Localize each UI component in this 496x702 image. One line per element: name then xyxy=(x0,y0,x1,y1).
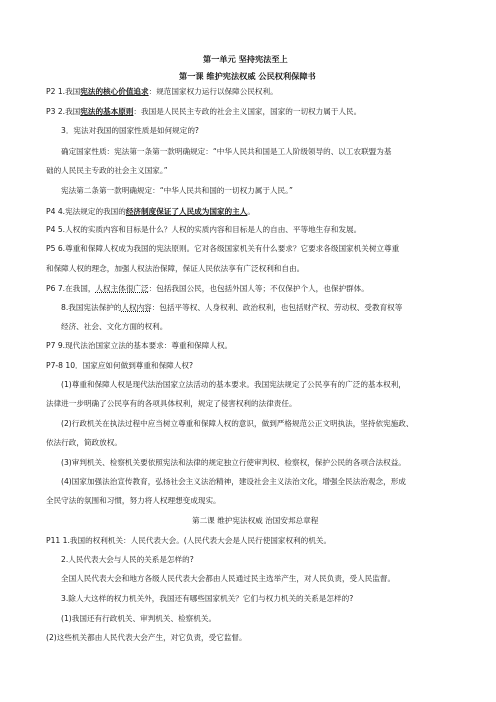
paragraph-line: (3)审判机关、检察机关要依照宪法和法律的规定独立行使审判权、检察权，保护公民的各项合法权益。 xyxy=(61,458,406,467)
question-line: 3.除人大这样的权力机关外，我国还有哪些国家机关？它们与权力机关的关系是怎样的? xyxy=(61,594,354,603)
paragraph-line: (4)国家加强法治宣传教育，弘扬社会主义法治精神，建设社会主义法治文化，增强全民法治观念，形成 xyxy=(61,477,406,486)
paragraph-line: (1)我国还有行政机关、审判机关、检察机关。 xyxy=(61,614,217,623)
paragraph-line: 确定国家性质：宪法第一条第一款明确规定：“中华人民共和国是工人阶级领导的、以工农联盟为基 xyxy=(61,147,392,156)
paragraph-line: (2)行政机关在执法过程中应当树立尊重和保障人权的意识，做到严格规范公正文明执法，坚持依宪施政、 xyxy=(61,419,414,428)
unit-title: 第一单元 坚持宪法至上 xyxy=(203,54,288,64)
key-term: 人权内容 xyxy=(121,303,152,312)
lesson-1-title: 第一课 维护宪法权威 公民权利保障书 xyxy=(179,71,316,81)
paragraph-line: 全民守法的氛围和习惯，努力将人权理想变成现实。 xyxy=(46,496,221,505)
paragraph-line: 8.我国宪法保护的人权内容：包括平等权、人身权利、政治权利，也包括财产权、劳动权、受教育权等 xyxy=(61,303,403,312)
key-term: 人权主体很广泛 xyxy=(95,284,149,293)
paragraph-line: P4 5.人权的实质内容和目标是什么？人权的实质内容和目标是人的自由、平等地生存和发展。 xyxy=(46,225,362,234)
paragraph-line: 和保障人权的理念，加强人权法治保障，保证人民依法享有广泛权利和自由。 xyxy=(46,264,305,273)
key-term: 宪法的核心价值追求 xyxy=(80,87,149,96)
paragraph-line: 法律进一步明确了公民享有的各项具体权利，规定了侵害权利的法律责任。 xyxy=(46,399,297,408)
key-term: 宪法的基本原则 xyxy=(80,107,134,116)
paragraph-line: P4 4.宪法规定的我国的经济制度保证了人民成为国家的主人。 xyxy=(46,207,255,216)
paragraph-line: 全国人民代表大会和地方各级人民代表大会都由人民通过民主选举产生，对人民负责，受人民监督。 xyxy=(61,574,396,583)
question-line: P7-8 10．国家应如何做到尊重和保障人权? xyxy=(46,361,193,370)
paragraph-line: 依法行政，简政放权。 xyxy=(46,438,122,447)
paragraph-line: P5 6.尊重和保障人权成为我国的宪法原则。它对各级国家机关有什么要求？它要求各级国家机关树立尊重 xyxy=(46,244,400,253)
paragraph-line: P7 9.现代法治国家立法的基本要求：尊重和保障人权。 xyxy=(46,341,233,350)
paragraph-line: (1)尊重和保障人权是现代法治国家立法活动的基本要求。我国宪法规定了公民享有的广泛的基本权利， xyxy=(61,380,406,389)
key-term: 经济制度保证了人民成为国家的主人 xyxy=(125,207,248,216)
paragraph-line: 础的人民民主专政的社会主义国家。” xyxy=(46,166,168,175)
question-line: 2.人民代表大会与人民的关系是怎样的? xyxy=(61,555,194,564)
paragraph-line: P6 7.在我国，人权主体很广泛：包括我国公民，也包括外国人等；不仅保护个人，也保护群体。 xyxy=(46,284,369,293)
paragraph-line: P2 1.我国宪法的核心价值追求：规范国家权力运行以保障公民权利。 xyxy=(46,87,278,96)
paragraph-line: 经济、社会、文化方面的权利。 xyxy=(61,322,168,331)
paragraph-line: P11 1.我国的权利机关：人民代表大会。(人民代表大会是人民行使国家权利的机关。 xyxy=(46,536,332,545)
question-line: 3．宪法对我国的国家性质是如何规定的? xyxy=(61,126,199,135)
paragraph-line: P3 2.我国宪法的基本原则：我国是人民民主专政的社会主义国家，国家的一切权力属于人民。 xyxy=(46,107,362,116)
lesson-2-title: 第二课 维护宪法权威 治国安邦总章程 xyxy=(192,516,319,525)
paragraph-line: (2)这些机关都由人民代表大会产生，对它负责，受它监督。 xyxy=(46,633,247,642)
paragraph-line: 宪法第二条第一款明确规定：“中华人民共和国的一切权力属于人民。” xyxy=(61,186,293,195)
